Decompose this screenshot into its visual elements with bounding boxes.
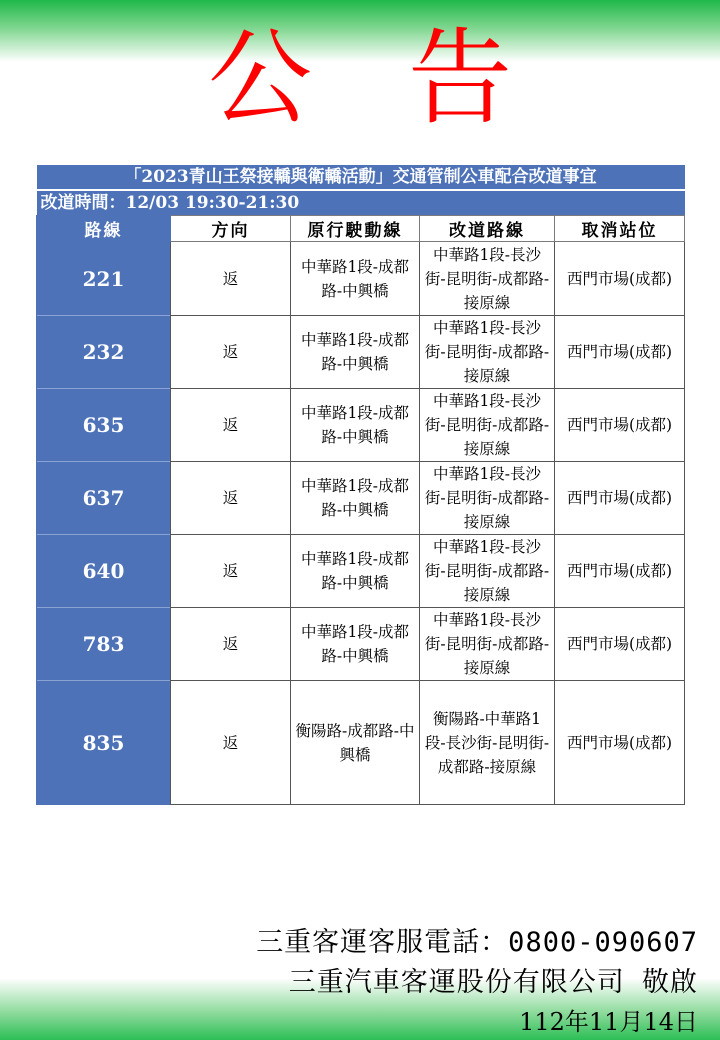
detour-table [36,165,685,805]
original-route-cell: 中華路1段-成都路-中興橋 [291,242,420,316]
original-route-cell: 中華路1段-成都路-中興橋 [291,389,420,462]
notice-title: 公告 [207,17,608,139]
direction-cell: 返 [171,242,291,316]
detour-route-cell: 中華路1段-長沙街-昆明街-成都路-接原線 [420,535,555,608]
company-signature: 三重汽車客運股份有限公司 敬啟 [288,967,698,998]
header-original-route: 原行駛動線 [291,216,420,242]
route-number: 640 [37,535,171,608]
direction-cell: 返 [171,316,291,389]
detour-route-cell: 衡陽路-中華路1段-長沙街-昆明街-成都路-接原線 [420,681,555,805]
table-body [37,242,685,805]
header-route: 路線 [37,216,171,242]
detour-time: 改道時間：12/03 19:30-21:30 [37,190,685,216]
cancelled-stop-cell: 西門市場(成都) [555,316,685,389]
direction-cell: 返 [171,681,291,805]
cancelled-stop-cell: 西門市場(成都) [555,389,685,462]
table-row [37,462,685,535]
header-cancelled-stop: 取消站位 [555,216,685,242]
customer-service-phone: 三重客運客服電話：0800-090607 [256,927,698,958]
original-route-cell: 中華路1段-成都路-中興橋 [291,462,420,535]
detour-route-cell: 中華路1段-長沙街-昆明街-成都路-接原線 [420,316,555,389]
direction-cell: 返 [171,389,291,462]
table-banner: 「2023青山王祭接轎與衛轎活動」交通管制公車配合改道事宜 [37,165,685,190]
notice-date: 112年11月14日 [519,1008,698,1036]
direction-cell: 返 [171,535,291,608]
table-row [37,681,685,805]
cancelled-stop-cell: 西門市場(成都) [555,681,685,805]
table-row [37,389,685,462]
cancelled-stop-cell: 西門市場(成都) [555,535,685,608]
table-row [37,608,685,681]
route-number: 835 [37,681,171,805]
route-number: 637 [37,462,171,535]
detour-route-cell: 中華路1段-長沙街-昆明街-成都路-接原線 [420,608,555,681]
original-route-cell: 中華路1段-成都路-中興橋 [291,316,420,389]
cancelled-stop-cell: 西門市場(成都) [555,462,685,535]
cancelled-stop-cell: 西門市場(成都) [555,608,685,681]
cancelled-stop-cell: 西門市場(成都) [555,242,685,316]
detour-route-cell: 中華路1段-長沙街-昆明街-成都路-接原線 [420,462,555,535]
detour-route-cell: 中華路1段-長沙街-昆明街-成都路-接原線 [420,389,555,462]
route-number: 232 [37,316,171,389]
table-row [37,316,685,389]
detour-route-cell: 中華路1段-長沙街-昆明街-成都路-接原線 [420,242,555,316]
route-number: 635 [37,389,171,462]
direction-cell: 返 [171,608,291,681]
original-route-cell: 中華路1段-成都路-中興橋 [291,608,420,681]
table-row [37,535,685,608]
header-direction: 方向 [171,216,291,242]
table-row [37,242,685,316]
direction-cell: 返 [171,462,291,535]
route-number: 783 [37,608,171,681]
route-number: 221 [37,242,171,316]
original-route-cell: 中華路1段-成都路-中興橋 [291,535,420,608]
original-route-cell: 衡陽路-成都路-中興橋 [291,681,420,805]
header-detour-route: 改道路線 [420,216,555,242]
